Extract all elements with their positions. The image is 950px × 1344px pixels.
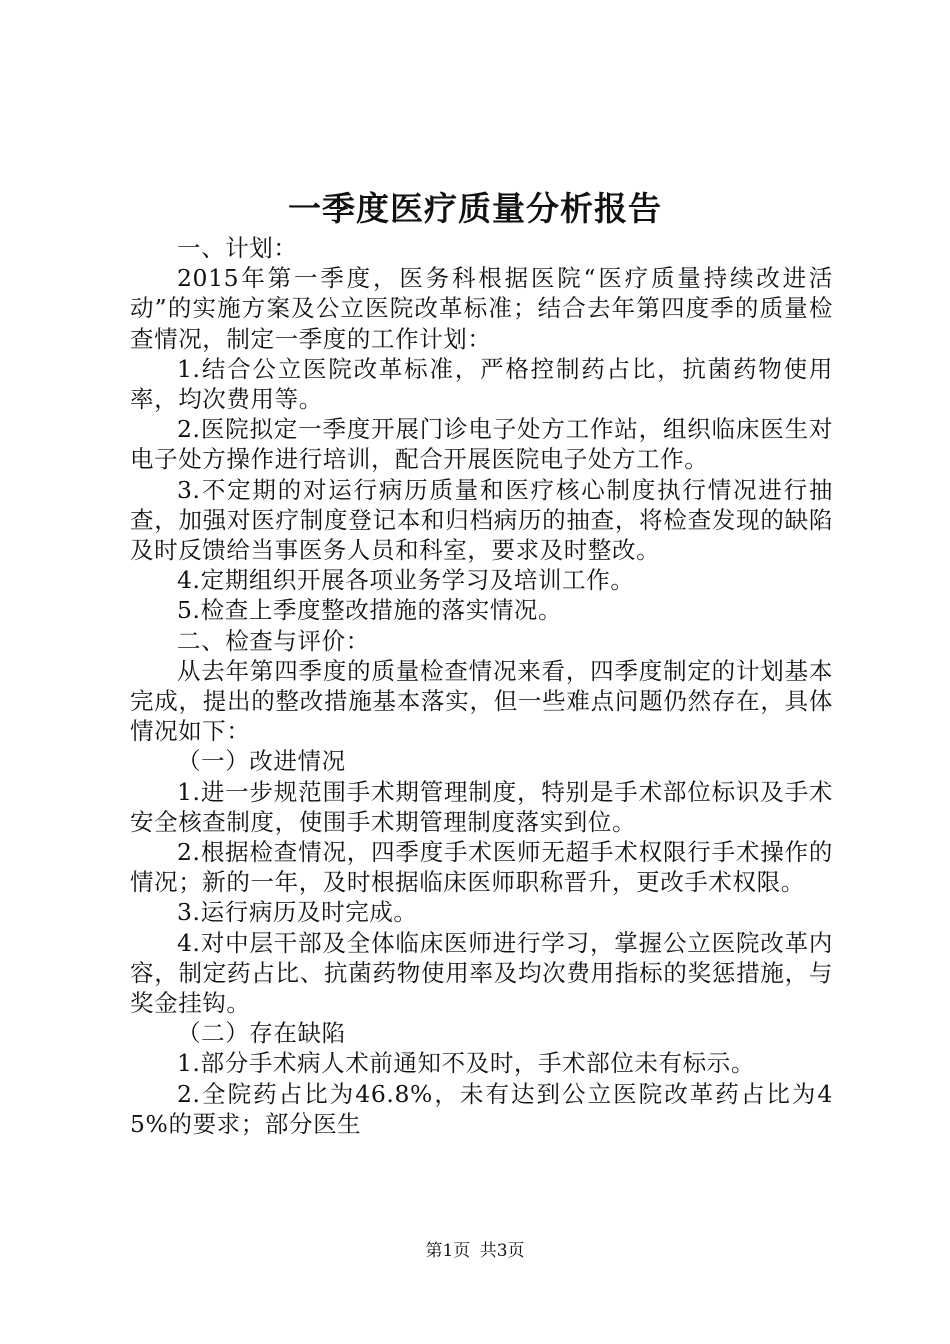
paragraph: 从去年第四季度的质量检查情况来看，四季度制定的计划基本完成，提出的整改措施基本落实，但一些难点问题仍然存在，具体情况如下：	[130, 656, 833, 746]
section-heading: 一、计划：	[177, 234, 298, 262]
list-item: 1.结合公立医院改革标准，严格控制药占比，抗菌药物使用率，均次费用等。	[130, 354, 833, 414]
list-item: 1.部分手术病人术前通知不及时，手术部位未有标示。	[177, 1049, 755, 1078]
list-item: 4.对中层干部及全体临床医师进行学习，掌握公立医院改革内容，制定药占比、抗菌药物使用率及均次费用指标的奖惩措施，与奖金挂钩。	[130, 928, 833, 1018]
subsection-heading: （二）存在缺陷	[177, 1019, 346, 1048]
list-item: 2.根据检查情况，四季度手术医师无超手术权限行手术操作的情况；新的一年，及时根据临床医师职称晋升，更改手术权限。	[130, 838, 833, 897]
paragraph: 2015年第一季度，医务科根据医院“医疗质量持续改进活动”的实施方案及公立医院改革标准；结合去年第四度季的质量检查情况，制定一季度的工作计划：	[130, 264, 833, 353]
list-item: 2.全院药占比为46.8%，未有达到公立医院改革药占比为45%的要求；部分医生	[130, 1079, 833, 1138]
list-item: 2.医院拟定一季度开展门诊电子处方工作站，组织临床医生对电子处方操作进行培训，配合开展医院电子处方工作。	[130, 415, 833, 474]
list-item: 3.不定期的对运行病历质量和医疗核心制度执行情况进行抽查，加强对医疗制度登记本和归档病历的抽查，将检查发现的缺陷及时反馈给当事医务人员和科室，要求及时整改。	[130, 475, 833, 565]
list-item: 4.定期组织开展各项业务学习及培训工作。	[177, 566, 635, 595]
subsection-heading: （一）改进情况	[177, 747, 346, 776]
document-body	[130, 233, 833, 1139]
document-title: 一季度医疗质量分析报告	[288, 189, 662, 228]
section-heading: 二、检查与评价：	[177, 626, 370, 655]
page-total: 共3页	[479, 1241, 525, 1261]
page-footer	[0, 1240, 950, 1262]
list-item: 5.检查上季度整改措施的落实情况。	[177, 596, 563, 625]
page-number: 第1页	[425, 1241, 471, 1261]
list-item: 1.进一步规范围手术期管理制度，特别是手术部位标识及手术安全核查制度，使围手术期管理制度落实到位。	[130, 777, 833, 836]
list-item: 3.运行病历及时完成。	[177, 898, 418, 927]
